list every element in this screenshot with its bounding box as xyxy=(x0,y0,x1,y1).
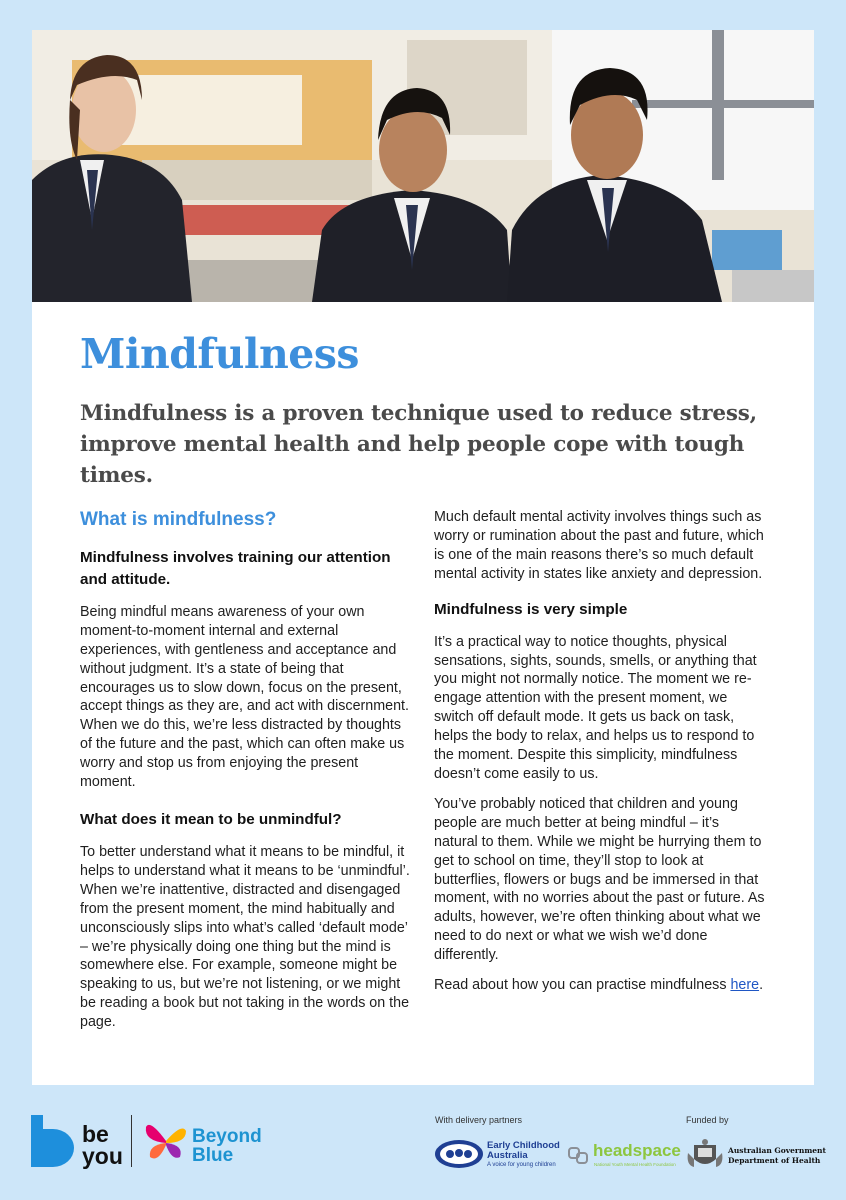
gov-logo-text xyxy=(728,1146,826,1166)
left-column xyxy=(80,508,412,1043)
section-title: What is mindfulness? xyxy=(80,509,277,530)
gov-line-1: Australian Government xyxy=(728,1146,826,1155)
intro-text: Mindfulness is a proven technique used to reduce stress, improve mental health and help people cope with tough times. xyxy=(80,401,757,488)
eca-tagline: A voice for young children xyxy=(487,1162,556,1168)
eca-logo-text xyxy=(487,1141,560,1161)
partners-label: With delivery partners xyxy=(435,1115,523,1125)
eca-logo-icon xyxy=(434,1139,484,1169)
paragraph-default-activity: Much default mental activity involves things such as worry or rumination about the past and future, which is one of the main reasons there’s so much default mental activity in states like anxiety and depression. xyxy=(434,509,764,582)
headspace-logo-text: headspace xyxy=(593,1141,681,1160)
butterfly-icon xyxy=(144,1119,188,1163)
subheading-unmindful: What does it mean to be unmindful? xyxy=(80,810,342,828)
subheading-simple: Mindfulness is very simple xyxy=(434,600,628,618)
beyond-blue-line-2: Blue xyxy=(192,1145,234,1166)
subheading-attention: Mindfulness involves training our attention and attitude. xyxy=(80,548,391,588)
right-column xyxy=(434,508,766,1006)
eca-line-1: Early Childhood xyxy=(487,1140,560,1151)
here-link[interactable]: here xyxy=(730,977,760,994)
coat-of-arms-icon xyxy=(686,1139,724,1171)
paragraph-being-mindful: Being mindful means awareness of your own moment-to-moment internal and external experiences, with gentleness and acceptance and without judgment. It’s a state of being that encourages us to slow down, focus on the present, accept things as they are, and act with discernment. When we do this, we’re less distracted by thoughts of the future and the past, which can often make us worry and stop us from enjoying the present moment. xyxy=(80,603,410,791)
read-more-period: . xyxy=(759,977,764,994)
paragraph-unmindful: To better understand what it means to be mindful, it helps to understand what it means to be ‘unmindful’. When we’re inattentive, distracted and disengaged from the present moment, the mind habitually and unconsciously slips into what’s called ‘default mode’ – we’re physically doing one thing but the mind is somewhere else. For example, someone might be speaking to us, but we’re not listening, or we might be reading a book but not taking in the words on the page. xyxy=(80,843,410,1031)
read-more-line xyxy=(434,976,766,995)
hero-photo xyxy=(32,30,814,302)
be-you-line-1: be xyxy=(82,1121,109,1147)
be-you-logo-text xyxy=(82,1123,123,1167)
paragraph-practical-way: It’s a practical way to notice thoughts, physical sensations, sights, sounds, smells, or anything that you might not normally notice. The moment we re-engage attention with the present moment, we switch off default mode. It gets us back on task, helps the body to relax, and helps us to respond to the moment. Despite this simplicity, mindfulness doesn’t come easily to us. xyxy=(434,633,757,782)
read-more-text: Read about how you can practise mindfulness xyxy=(434,977,731,994)
gov-line-2: Department of Health xyxy=(728,1156,821,1165)
eca-line-2: Australia xyxy=(487,1150,528,1161)
content-card xyxy=(32,30,814,1085)
funded-label: Funded by xyxy=(686,1115,729,1125)
logo-divider xyxy=(131,1115,132,1167)
page-title: Mindfulness xyxy=(80,330,360,378)
beyond-blue-logo-text xyxy=(192,1127,262,1165)
headspace-tagline: National Youth Mental Health Foundation xyxy=(594,1162,676,1167)
be-you-b-icon xyxy=(31,1115,75,1167)
footer xyxy=(0,1095,846,1200)
beyond-blue-line-1: Beyond xyxy=(192,1126,262,1147)
headspace-icon xyxy=(568,1144,590,1166)
be-you-line-2: you xyxy=(82,1143,123,1169)
paragraph-children: You’ve probably noticed that children and young people are much better at being mindful – it’s natural to them. While we might be hurrying them to get to school on time, they’ll stop to look at butterflies, flowers or bugs and be immersed in that moment, with no worries about the past or future. As adults, however, we’re often thinking about what we need to do next or what we wish we’d done differently. xyxy=(434,795,765,964)
